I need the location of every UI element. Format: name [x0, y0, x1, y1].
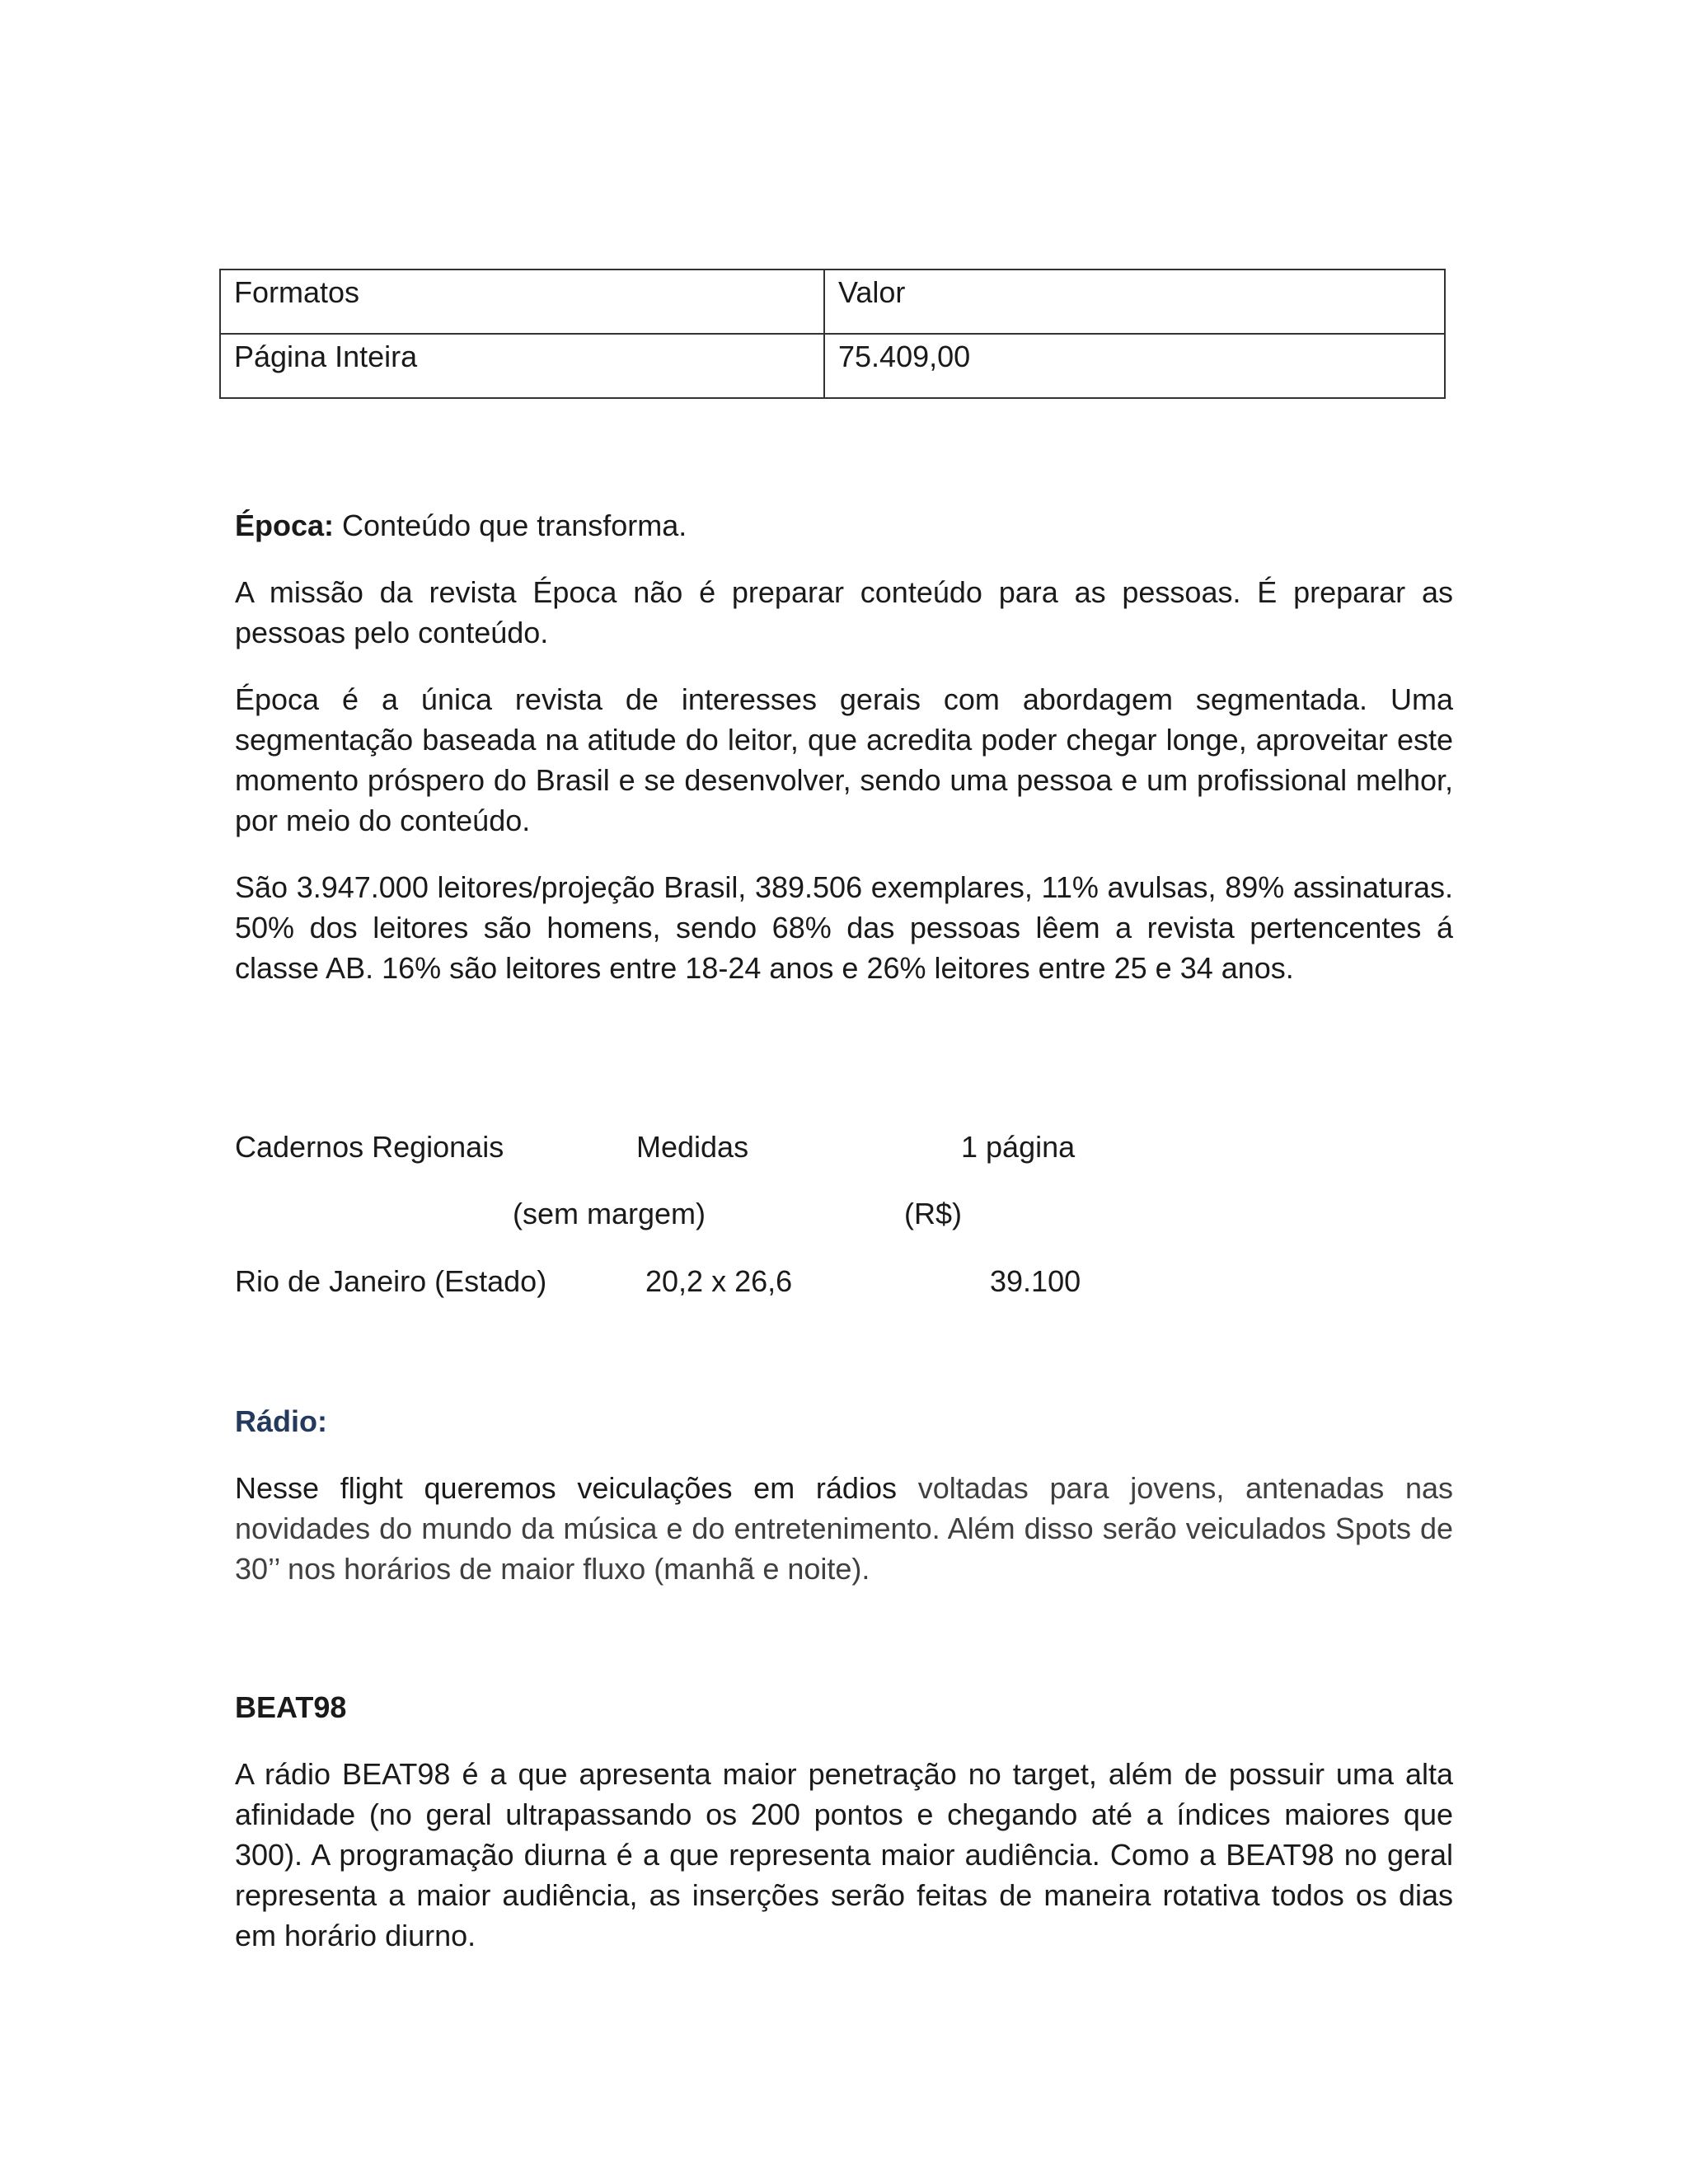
formats-table [219, 269, 1446, 399]
cadernos-header-col1: Cadernos Regionais [235, 1130, 504, 1164]
cadernos-sub-col2: (sem margem) [513, 1197, 706, 1230]
table-row [220, 334, 1445, 398]
cadernos-row-col3: 39.100 [990, 1264, 1081, 1298]
table-cell-format: Página Inteira [220, 334, 824, 398]
table-cell-value: 75.409,00 [824, 334, 1445, 398]
cadernos-sub-col3: (R$) [904, 1197, 962, 1230]
epoca-paragraph-1: A missão da revista Época não é preparar conteúdo para as pessoas. É preparar as pessoas pelo conteúdo. [235, 575, 1453, 649]
cadernos-header-col2: Medidas [636, 1130, 749, 1164]
table-header-formatos: Formatos [220, 269, 824, 334]
radio-paragraph-grey: voltadas para jovens, antenadas nas novidades do mundo da música e do entretenimento. Além disso serão veiculados Spots de 30’’ nos horários de maior fluxo (manhã e noite). [235, 1471, 1453, 1586]
radio-heading: Rádio: [235, 1404, 327, 1438]
beat98-heading: BEAT98 [235, 1690, 347, 1724]
radio-paragraph-dark: Nesse flight queremos veiculações em rádios [235, 1471, 897, 1505]
table-row [220, 269, 1445, 334]
epoca-title [235, 505, 1453, 546]
cadernos-row-col2: 20,2 x 26,6 [645, 1264, 793, 1298]
table-header-valor: Valor [824, 269, 1445, 334]
epoca-paragraph-2: Época é a única revista de interesses gerais com abordagem segmentada. Uma segmentação baseada na atitude do leitor, que acredita poder chegar longe, aproveitar este momento próspero do Brasil e se desenvolver, sendo uma pessoa e um profissional melhor, por meio do conteúdo. [235, 682, 1453, 837]
radio-paragraph [235, 1468, 1453, 1589]
cadernos-row-col1: Rio de Janeiro (Estado) [235, 1264, 547, 1298]
epoca-title-rest: Conteúdo que transforma. [334, 509, 687, 542]
epoca-title-bold: Época: [235, 509, 335, 542]
cadernos-header-col3: 1 página [961, 1130, 1076, 1164]
beat98-paragraph: A rádio BEAT98 é a que apresenta maior penetração no target, além de possuir uma alta afinidade (no geral ultrapassando os 200 pontos e chegando até a índices maiores que 300). A programação diurna é a que representa maior audiência. Como a BEAT98 no geral representa a maior audiência, as inserções serão feitas de maneira rotativa todos os dias em horário diurno. [235, 1757, 1453, 1952]
epoca-paragraph-3: São 3.947.000 leitores/projeção Brasil, 389.506 exemplares, 11% avulsas, 89% assinaturas. 50% dos leitores são homens, sendo 68% das pessoas lêem a revista pertencentes á classe AB. 16% são leitores entre 18-24 anos e 26% leitores entre 25 e 34 anos. [235, 870, 1453, 985]
